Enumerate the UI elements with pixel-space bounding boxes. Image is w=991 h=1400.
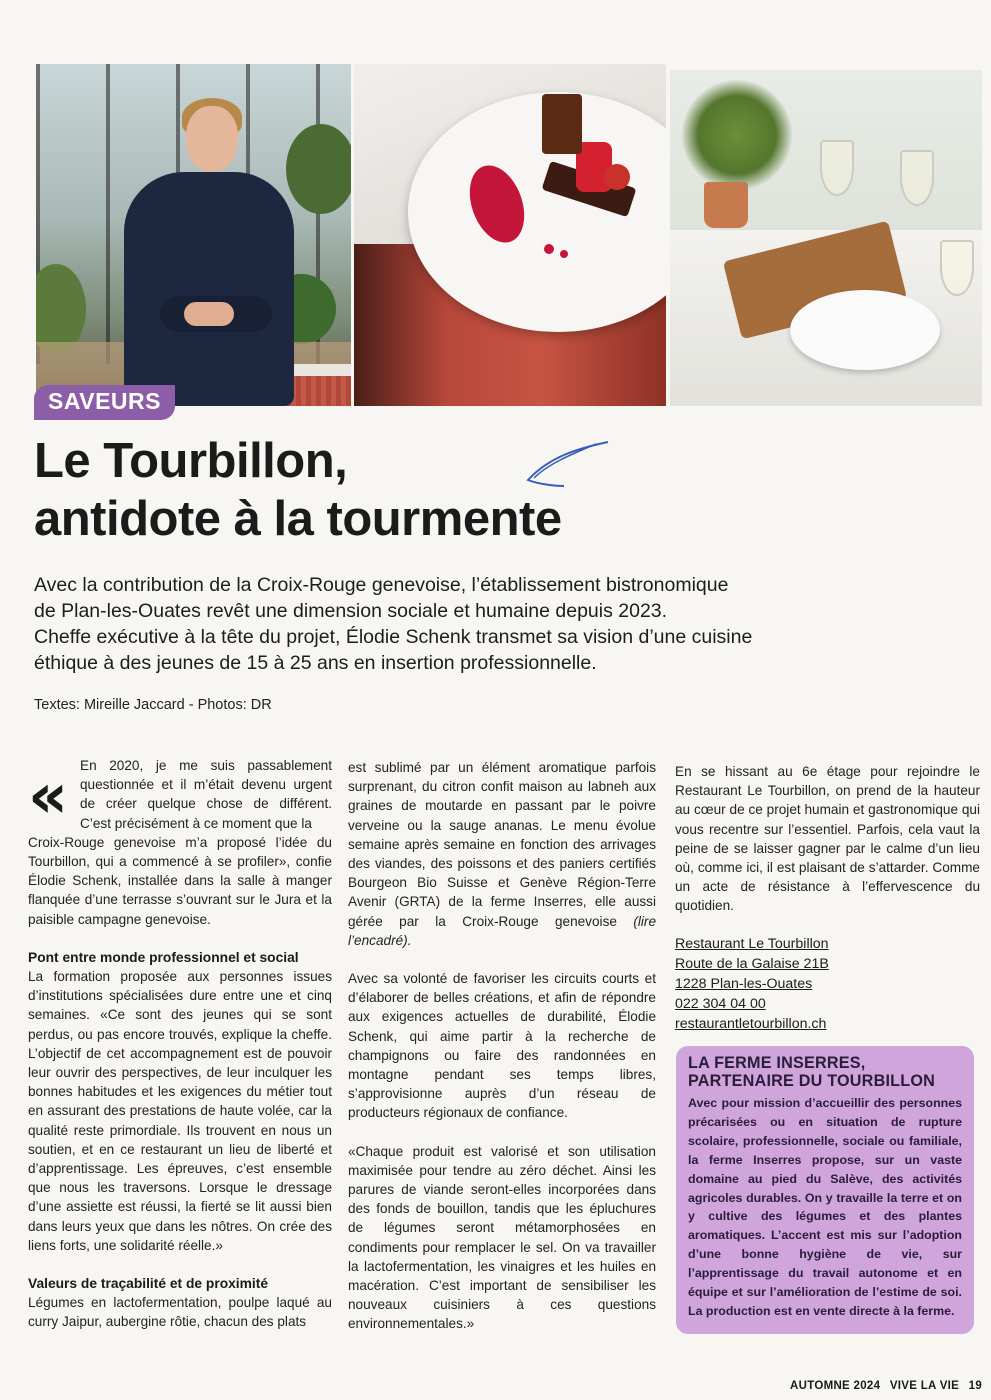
box-title [688,1054,962,1090]
footer-season: AUTOMNE 2024 [790,1380,881,1392]
contact-website: restaurantletourbillon.ch [675,1016,827,1032]
chef-portrait-photo [36,64,351,406]
paragraph: La formation proposée aux personnes issues d’institutions spécialisées dure entre une et cinq semaines. «Ce sont des jeunes qui se sont perdus, ou pas encore trouvés, explique la cheffe. L’objectif de cet accompagnement est de pouvoir leur ouvrir des perspectives, de leur inculquer les bonnes habitudes et les exigences du métier tout en assurant des prestations de haute volée, car la qualité reste primordiale. Ils trouvent en nous un soutien, et en ce restaurant un lieu de liberté et d’apprentissage. Les épreuves, c’est ensemble que nous les traversons. Lorsque le dressage d’une assiette est réussi, la fierté se lit aussi bien dans leurs yeux que dans les nôtres. On crée des liens forts, une solidarité réelle.» [28,969,332,1253]
subheading-2: Valeurs de traçabilité et de proximité [28,1276,269,1292]
page-footer [790,1380,988,1392]
column-3 [675,762,980,916]
paragraph [348,758,656,950]
lead-line-3: Cheffe exécutive à la tête du projet, Élodie Schenk transmet sa vision d’une cuisine [34,626,753,648]
paragraph-text: est sublimé par un élément aromatique parfois surprenant, du citron confit maison au labneh aux graines de moutarde en passant par le poivre verveine ou la sauge ananas. Le menu évolue semaine après semaine en fonction des arrivages des viandes, des poissons et des paniers certifiés Bourgeon Bio Suisse et Genève Région-Terre Avenir (GRTA) de la ferme Inserres, elle aussi gérée par la Croix-Rouge genevoise [348,760,656,929]
title-line-1: Le Tourbillon, [34,434,348,488]
quote-mark-icon: « [28,759,69,832]
contact-street: Route de la Galaise 21B [675,956,829,972]
column-2 [348,758,656,1334]
paragraph: Légumes en lactofermentation, poulpe laqué au curry Jaipur, aubergine rôtie, chacun des plats [28,1295,332,1330]
lead-line-2: de Plan-les-Ouates revêt une dimension sociale et humaine depuis 2023. [34,600,668,622]
box-title-line-1: LA FERME INSERRES, [688,1054,866,1072]
photo-strip [36,64,666,406]
subheading-1: Pont entre monde professionnel et social [28,949,299,965]
article-title [34,432,734,548]
credits: Textes: Mireille Jaccard - Photos: DR [34,697,272,713]
contact-block [675,934,829,1034]
lead-line-1: Avec la contribution de la Croix-Rouge genevoise, l’établissement bistronomique [34,574,729,596]
box-title-line-2: PARTENAIRE DU TOURBILLON [688,1072,936,1090]
plated-dessert-photo [354,64,666,406]
box-text: Avec pour mission d’accueillir des personnes précarisées ou en situation de rupture scolaire, professionnelle, sociale ou familiale, la ferme Inserres propose, sur un vaste domaine au pied du Salève, des activités agricoles durables. On y travaille la terre et on y cultive des légumes et des plantes aromatiques. L’accent est mis sur l’adoption d’une bonne hygiène de vie, sur l’apprentissage du travail autonome et en équipe et sur l’amélioration de l’estime de soi. La production est en vente directe à la ferme. [688,1096,962,1318]
intro-paragraph: En 2020, je me suis passablement questionnée et il m’était devenu urgent de créer quelque chose de différent. C’est précisément à ce moment que la [80,758,332,831]
lead-line-4: éthique à des jeunes de 15 à 25 ans en insertion professionnelle. [34,652,597,674]
intro-continued: Croix-Rouge genevoise m’a proposé l’idée du Tourbillon, qui a commencé à se profiler», confie Élodie Schenk, installée dans la salle à manger flanquée d’une terrasse s’ouvrant sur le Jura et la paisible campagne genevoise. [28,834,332,927]
paragraph: En se hissant au 6e étage pour rejoindre le Restaurant Le Tourbillon, on prend de la hauteur au cœur de ce projet humain et gastronomique qui vous recentre sur l’essentiel. Parfois, cela vaut la peine de se laisser gagner par le calme d’un lieu où, comme ici, il est plaisant de s’attarder. Comme un acte de résistance à l’effervescence du quotidien. [675,764,980,914]
article-lead [34,572,934,676]
contact-name: Restaurant Le Tourbillon [675,936,829,952]
restaurant-table-photo [670,70,982,406]
section-badge: SAVEURS [34,385,175,420]
paragraph: «Chaque produit est valorisé et son utilisation maximisée pour tendre au zéro déchet. Ainsi les parures de viande seront-elles incorporées dans des fonds de bouillon, tandis que les épluchures de légumes seront métamorphosées en condiments pour remplacer le sel. On va travailler la lactofermentation, les vinaigres et les huiles en macération. C’est important de sensibiliser les nouveaux cuisiniers à ces questions environnementales.» [348,1143,656,1332]
box-reference: (lire l’encadré). [348,913,656,948]
column-1 [28,756,332,1332]
contact-city: 1228 Plan-les-Ouates [675,976,813,992]
paragraph: Avec sa volonté de favoriser les circuits courts et d’élaborer de belles créations, et afin de répondre aux exigences actuelles de durabilité, Élodie Schenk, qui aime partir à la recherche de champignons ou faire des randonnées en montagne pendant ses temps libres, s’approvisionne auprès d’un réseau de producteurs régionaux de confiance. [348,971,656,1121]
sidebar-box [676,1046,974,1334]
title-line-2: antidote à la tourmente [34,492,562,546]
page-number: 19 [968,1380,983,1392]
contact-phone: 022 304 04 00 [675,996,766,1012]
footer-magazine: VIVE LA VIE [889,1380,960,1392]
